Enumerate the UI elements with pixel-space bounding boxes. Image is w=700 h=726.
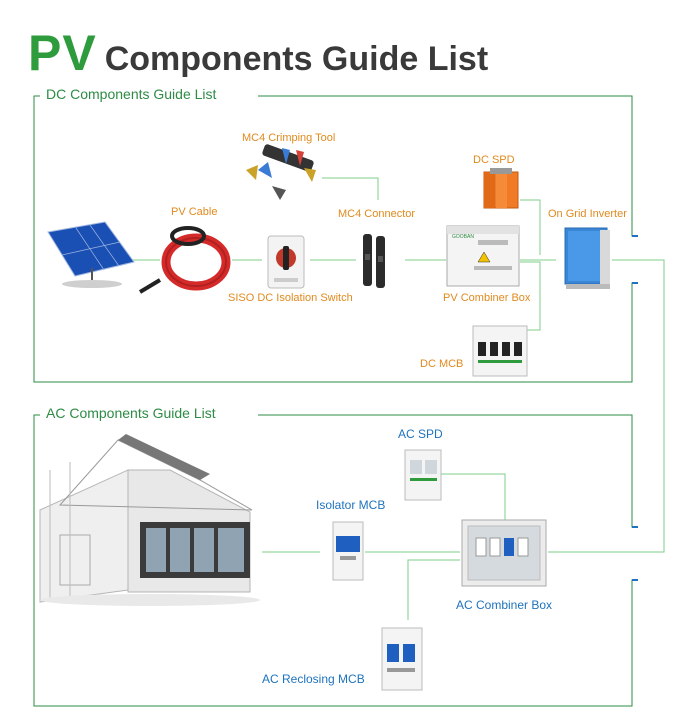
ac-spd-image: [405, 450, 441, 500]
on-grid-inverter-image: [565, 228, 610, 289]
svg-text:GOOBAN: GOOBAN: [452, 234, 474, 240]
pv-combiner-box-image: [447, 226, 519, 286]
label-mc4-connector: MC4 Connector: [338, 208, 416, 220]
mc4-connector-image: [363, 234, 385, 288]
label-ac-combiner-box: AC Combiner Box: [456, 598, 553, 612]
ac-combiner-box-image: [462, 520, 546, 586]
solar-panel-image: [48, 222, 134, 288]
label-dc-spd: DC SPD: [473, 154, 515, 166]
label-isolator-mcb: Isolator MCB: [316, 498, 386, 512]
dc-section-label: DC Components Guide List: [42, 86, 220, 102]
label-mc4-crimping-tool: MC4 Crimping Tool: [242, 132, 336, 144]
label-dc-mcb: DC MCB: [420, 358, 464, 370]
dc-mcb-image: [473, 326, 527, 376]
label-on-grid-inverter: On Grid Inverter: [548, 208, 627, 220]
label-ac-spd: AC SPD: [398, 427, 443, 441]
label-pv-cable: PV Cable: [171, 206, 218, 218]
mc4-crimping-tool-image: [246, 143, 316, 200]
ac-section-label: AC Components Guide List: [42, 405, 220, 421]
bracket-accents: [632, 236, 638, 580]
label-ac-reclosing-mcb: AC Reclosing MCB: [262, 672, 365, 686]
dc-frame: [34, 96, 638, 382]
isolator-mcb-image: [333, 522, 363, 580]
ac-reclosing-mcb-image: [382, 628, 422, 690]
house-image: [40, 434, 260, 606]
label-siso-switch: SISO DC Isolation Switch: [228, 292, 353, 304]
title-rest: Components Guide List: [104, 40, 489, 78]
title-pv: PV: [28, 25, 97, 81]
dc-spd-image: [484, 168, 518, 208]
siso-switch-image: [268, 236, 304, 288]
label-pv-combiner-box: PV Combiner Box: [443, 292, 531, 304]
